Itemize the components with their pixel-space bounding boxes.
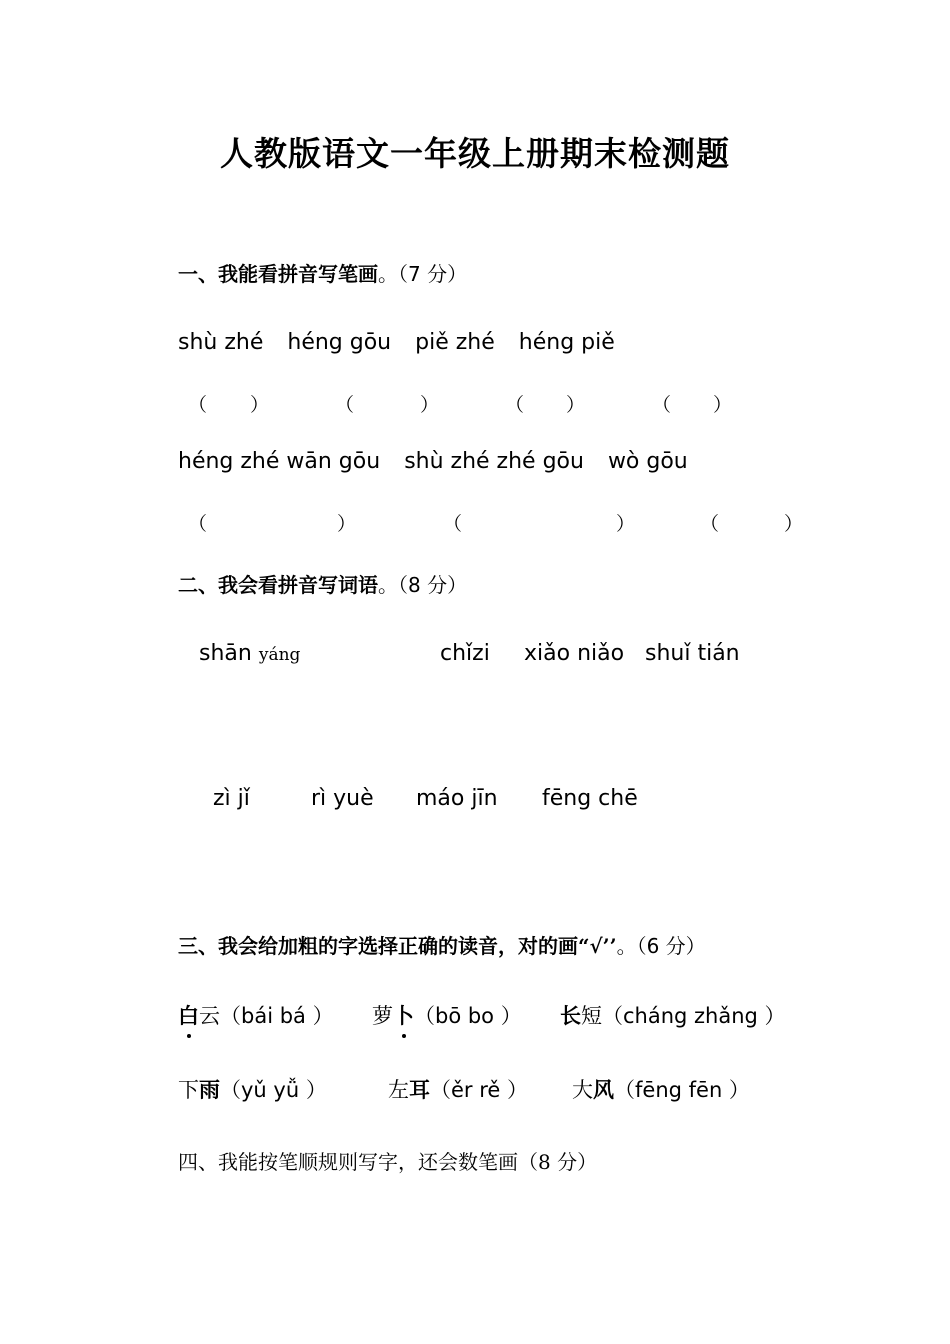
bold-char: 白 (178, 1000, 199, 1030)
section-2-score: 。（8 分） (378, 573, 468, 597)
word-pinyin-8: fēng chē (542, 786, 638, 811)
plain-char: 下 (178, 1078, 199, 1102)
section-3-title: 三、我会给加粗的字选择正确的读音，对的画“√’’ (178, 934, 617, 958)
answer-close-paren: ） (420, 394, 440, 416)
answer-open-paren: （ (188, 394, 208, 416)
pinyin-item: shù zhé zhé gōu (404, 449, 584, 474)
word-pinyin-1 (199, 641, 300, 666)
reading-options: （ěr rě ） (430, 1078, 528, 1102)
word-pinyin-7: máo jīn (416, 786, 498, 811)
bold-char: 卜 (393, 1000, 414, 1030)
answer-close-paren: ） (616, 513, 636, 535)
bold-char: 风 (593, 1077, 614, 1102)
bold-char: 雨 (199, 1077, 220, 1102)
pinyin-item: héng gōu (287, 330, 392, 355)
plain-char: 萝 (372, 1004, 393, 1028)
reading-options: （bái bá ） (220, 1004, 334, 1028)
reading-options: （yǔ yǚ ） (220, 1078, 327, 1102)
section-1-score: 。（7 分） (378, 262, 468, 286)
plain-char: 短 (581, 1004, 602, 1028)
answer-open-paren: （ (652, 394, 672, 416)
answer-open-paren: （ (188, 513, 208, 535)
reading-item-er (388, 1074, 528, 1104)
answer-close-paren: ） (337, 513, 357, 535)
bold-char: 耳 (409, 1077, 430, 1102)
word-pinyin-4: shuǐ tián (645, 641, 740, 666)
word-pinyin-6: rì yuè (311, 786, 374, 811)
pinyin-item: piě zhé (415, 330, 495, 355)
reading-item-chang (560, 1000, 786, 1030)
reading-options: （fēng fēn ） (614, 1078, 750, 1102)
plain-char: 大 (572, 1078, 593, 1102)
section-1-title: 一、我能看拼音写笔画 (178, 262, 378, 286)
answer-close-paren: ） (566, 394, 586, 416)
word-pinyin-part: shān (199, 641, 252, 666)
answer-open-paren: （ (700, 513, 720, 535)
reading-item-yu (178, 1074, 327, 1104)
pinyin-row-2 (178, 449, 688, 474)
bold-char: 长 (560, 1003, 581, 1028)
plain-char: 云 (199, 1004, 220, 1028)
answer-close-paren: ） (784, 513, 804, 535)
reading-item-bai (178, 1000, 334, 1030)
page-title: 人教版语文一年级上册期末检测题 (220, 134, 730, 173)
pinyin-item: shù zhé (178, 330, 264, 355)
answer-close-paren: ） (713, 394, 733, 416)
answer-open-paren: （ (505, 394, 525, 416)
section-2-title: 二、我会看拼音写词语 (178, 573, 378, 597)
reading-options: （cháng zhǎng ） (602, 1004, 786, 1028)
reading-options: （bō bo ） (414, 1004, 522, 1028)
pinyin-item: wò gōu (607, 449, 688, 474)
reading-item-feng (572, 1074, 750, 1104)
pinyin-item: héng piě (518, 330, 615, 355)
pinyin-row-1 (178, 330, 615, 355)
reading-item-bo (372, 1000, 522, 1030)
answer-open-paren: （ (335, 394, 355, 416)
answer-open-paren: （ (443, 513, 463, 535)
word-pinyin-3: xiǎo niǎo (524, 641, 625, 666)
answer-close-paren: ） (250, 394, 270, 416)
section-4-heading: 四、我能按笔顺规则写字，还会数笔画（8 分） (178, 1150, 598, 1174)
section-2-heading (178, 569, 467, 598)
pinyin-item: héng zhé wān gōu (178, 449, 381, 474)
word-pinyin-5: zì jǐ (213, 786, 250, 811)
section-3-heading (178, 930, 706, 959)
word-pinyin-part: yáng (258, 645, 301, 665)
section-1-heading (178, 258, 467, 287)
section-3-score: 。（6 分） (616, 934, 706, 958)
plain-char: 左 (388, 1078, 409, 1102)
word-pinyin-2: chǐzi (440, 641, 490, 666)
